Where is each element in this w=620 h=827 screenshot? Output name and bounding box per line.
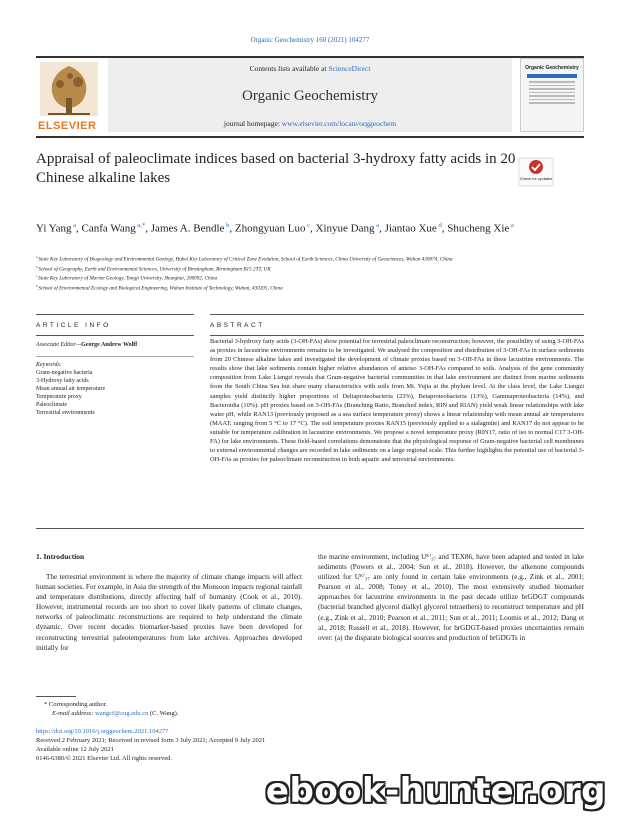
email-link[interactable]: wangcf@cug.edu.cn bbox=[95, 710, 149, 717]
keyword-item: Mean annual air temperature bbox=[36, 386, 106, 392]
author-affiliation-marker[interactable]: c bbox=[305, 222, 311, 229]
email-line bbox=[52, 709, 178, 718]
intro-right-column bbox=[318, 552, 584, 643]
affiliation-item: $^a$ State Key Laboratory of Biogeology and Environmental Geology, Hubei Key Laboratory of Critical Zone Evolution, School of Earth Sciences, China University of Geosciences, Wuhan 430074, China bbox=[36, 255, 453, 263]
journal-reference[interactable]: Organic Geochemistry 160 (2021) 104277 bbox=[250, 36, 370, 44]
intro-heading: 1. Introduction bbox=[36, 552, 85, 561]
author-affiliation-marker[interactable]: b bbox=[224, 222, 230, 229]
keywords-rule bbox=[36, 356, 194, 357]
editor-prefix: Associate Editor— bbox=[36, 342, 82, 348]
header-bottom-rule bbox=[36, 136, 584, 138]
author-affiliation-marker[interactable]: a bbox=[509, 222, 514, 229]
journal-name: Organic Geochemistry bbox=[242, 88, 378, 104]
keywords-list bbox=[36, 369, 194, 417]
author-affiliation-marker[interactable]: a bbox=[71, 222, 77, 229]
keywords-block bbox=[36, 361, 194, 417]
author-affiliation-marker[interactable]: a bbox=[374, 222, 380, 229]
abstract-subrule bbox=[210, 335, 584, 336]
journal-header bbox=[36, 58, 584, 134]
cover-title: Organic Geochemistry bbox=[525, 65, 579, 71]
email-label: E-mail address: bbox=[52, 710, 96, 717]
abstract-bottom-rule bbox=[36, 528, 584, 529]
article-info-label: ARTICLE INFO bbox=[36, 322, 111, 329]
affiliation-item: $^c$ State Key Laboratory of Marine Geology, Tongji University, Shanghai, 200092, China bbox=[36, 274, 218, 283]
contents-prefix: Contents lists available at bbox=[249, 64, 329, 73]
author-name[interactable]: Jiantao Xue bbox=[384, 222, 437, 235]
intro-left-paragraph: The terrestrial environment is where the majority of climate change impacts will affect human societies. For example, in Asia the strength of the Monsoon impacts regional rainfall and temperature distributions, directly affecting half of humanity (Cook et al., 2010). However, instrumental records are too short to cover likely patterns of climate changes, networks of paleoclimatic reconstructions are required to help understand the climate dynamic. Over recent decades biomarker-based proxies have been developed for reconstructing terrestrial paleotemperatures from lake archives. Approaches developed initially for bbox=[36, 573, 302, 652]
associate-editor bbox=[36, 341, 194, 349]
affiliation-item: $^b$ School of Geography, Earth and Environmental Sciences, University of Birmingham, Birmingham B15 2TT, UK bbox=[36, 264, 271, 273]
keyword-item: Terrestrial environments bbox=[36, 410, 95, 416]
homepage-line bbox=[108, 119, 512, 128]
author-name[interactable]: Zhongyuan Luo bbox=[234, 222, 306, 235]
keywords-label: Keywords: bbox=[36, 362, 62, 368]
affiliation-item: $^d$ School of Environmental Ecology and Biological Engineering, Wuhan Institute of Technology, Wuhan, 430205, China bbox=[36, 284, 283, 292]
homepage-link[interactable]: www.elsevier.com/locate/orggeochem bbox=[281, 119, 397, 128]
watermark: ebook-hunter.org bbox=[265, 771, 606, 811]
check-updates-label: Check for updates bbox=[519, 176, 553, 181]
sciencedirect-link[interactable]: ScienceDirect bbox=[328, 64, 371, 73]
intro-left-column bbox=[36, 572, 302, 653]
footnote-rule bbox=[36, 696, 76, 697]
email-suffix: (C. Wang). bbox=[148, 710, 179, 717]
abstract-label: ABSTRACT bbox=[210, 322, 265, 329]
author-name[interactable]: Shucheng Xie bbox=[447, 222, 510, 235]
author-list: Yi Yang $^a$, Canfa Wang $^{a,*}$, James A. Bendle $^b$, Zhongyuan Luo $^c$, Xinyue Dang $^a$, Jiantao Xue $^d$, Shucheng Xie $^a$ bbox=[36, 222, 514, 235]
abstract-rule bbox=[210, 314, 584, 315]
journal-cover-thumbnail[interactable] bbox=[520, 58, 584, 132]
online-date: Available online 12 July 2021 bbox=[36, 746, 114, 753]
affiliations bbox=[36, 254, 584, 293]
keyword-item: Paleoclimate bbox=[36, 402, 67, 408]
author-affiliation-marker[interactable]: a,* bbox=[135, 222, 146, 229]
corresponding-author: * Corresponding author. bbox=[44, 701, 108, 708]
contents-line bbox=[108, 64, 512, 73]
received-dates: Received 2 February 2021; Received in revised form 3 July 2021; Accepted 9 July 2021 bbox=[36, 737, 266, 744]
check-for-updates-badge[interactable] bbox=[518, 157, 554, 187]
author-name[interactable]: Canfa Wang bbox=[81, 222, 136, 235]
keyword-item: Temperature proxy bbox=[36, 394, 82, 400]
article-title: Appraisal of paleoclimate indices based on bacterial 3-hydroxy fatty acids in 20 Chinese alkaline lakes bbox=[36, 151, 516, 186]
doi-link[interactable]: https://doi.org/10.1016/j.orggeochem.2021.104277 bbox=[36, 728, 169, 735]
editor-name: George Andrew Wolff bbox=[81, 342, 138, 348]
article-info-subrule bbox=[36, 335, 194, 336]
author-name[interactable]: Yi Yang bbox=[36, 222, 72, 235]
cover-bar bbox=[527, 74, 577, 78]
intro-right-paragraph: the marine environment, including Uᴷ′₃₇ and TEX86, have been adapted and tested in lake sediments (Powers et al., 2004; Sun et al., 2018). However, the alkenone compounds utilized for Uᴷ′₃₇ are only found in certain lake environments (e.g., Zink et al., 2001; Pearson et al., 2008; Toney et al., 2010). The most extensively studied biomarker approaches for lacustrine environments in the past decade utilize brGDGT compounds (bacterial branched glycerol dialkyl glycerol tetraethers) to reconstruct temperature and pH (e.g., Zink et al., 2010; Pearson et al., 2011; Sun et al., 2011; Loomis et al., 2012; Dang et al., 2018; Russell et al., 2018). However, for brGDGT-based proxies uncertainties remain over: (a) the disparate biological sources and production of brGDGTs in bbox=[318, 553, 584, 642]
author-affiliation-marker[interactable]: d bbox=[436, 222, 442, 229]
copyright: 0146-6380/© 2021 Elsevier Ltd. All rights reserved. bbox=[36, 755, 172, 762]
keyword-item: Gram-negative bacteria bbox=[36, 370, 93, 376]
author-name[interactable]: James A. Bendle bbox=[150, 222, 225, 235]
cover-lines bbox=[521, 81, 583, 104]
elsevier-wordmark: ELSEVIER bbox=[38, 120, 97, 132]
article-info-rule bbox=[36, 314, 194, 315]
check-updates-icon bbox=[518, 157, 554, 187]
abstract-text: Bacterial 3-hydroxy fatty acids (3-OH-FAs) show potential for terrestrial paleoclimate reconstruction; however, the possibility of using 3-OH-FAs as proxies in lacustrine environments remains to be investigated. We analysed the composition and distribution of 3-OH-FAs in surface sediments from 20 Chinese alkaline lakes and investigated the development of climate proxies based on 3-OH-FAs in these lacustrine environments. The results show that lake sediments contain higher relative abundances of anteiso 3-OH-FAs compared to soils. Analysis of the gene community composition from Lake Liangzi reveals that Gram-negative bacterial communities in that lake environment are distinct from marine sediments from the South China Sea but share many characteristics with soils from Mt. Yujia at the phylum level. At the class level, the Lake Liangzi samples yield distinctly higher proportions of Deltaproteobacteria (23%), Betaproteobacteria (13%), Gammaproteobacteria (14%), and Bacteroidia (10%). pH proxies based on 3-OH-FAs (Branching Ratio, Branched index, RIN and RIAN) yield weak linear relationships with lake water pH, while RAN13 (previously proposed as a sea surface temperature proxy) shows a linear relationship with mean annual air temperatures (MAAT; ranging from 5 °C to 17 °C). The soil temperature proxies RAN15 (previously applied to a stalagmite) and RAN17 do not appear to be suitable for temperature calibration in lacustrine environments. We propose a novel temperature proxy (RIN17, ratio of iso to normal C17 3-OH-FA) for lake environments. These field-based correlations demonstrate that the physiological response of Gram-negative bacterial cell membranes to external environmental changes are recorded in lake sediments on a large regional scale. This further highlights the potential use of bacterial 3-OH-FAs as proxies for paleoclimate reconstruction in both aquatic and terrestrial environments. bbox=[210, 338, 584, 464]
keyword-item: 3-Hydroxy fatty acids bbox=[36, 378, 89, 384]
homepage-prefix: journal homepage: bbox=[223, 119, 282, 128]
author-name[interactable]: Xinyue Dang bbox=[315, 222, 375, 235]
